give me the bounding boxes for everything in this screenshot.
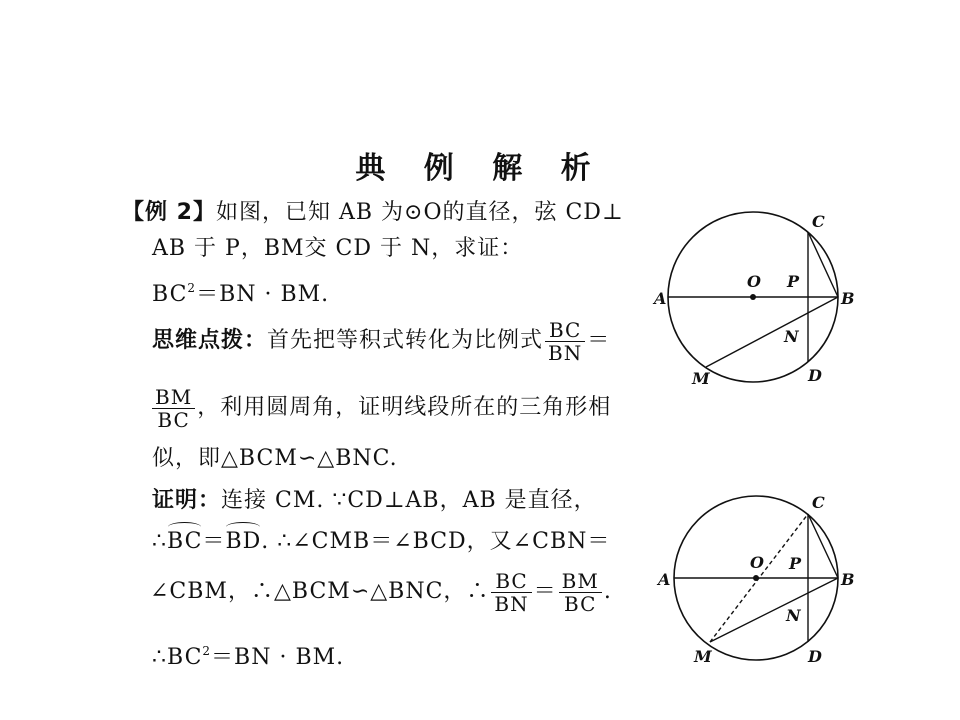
proof-label: 证明：	[152, 488, 222, 513]
hint-eq: ＝	[587, 328, 611, 353]
hint-line-1	[152, 315, 610, 367]
proof-text-2: . ∴∠CMB＝∠BCD，又∠CBN＝	[261, 529, 611, 554]
figure-1-center-dot	[750, 294, 756, 300]
figure-1-label-c: C	[812, 212, 825, 231]
hint-fraction-2	[152, 386, 195, 431]
example-eq: ＝BN · BM.	[196, 282, 330, 307]
figure-1-segment-bm	[706, 297, 838, 367]
proof-therefore: ∴	[152, 529, 167, 554]
proof-conclusion-bc: ∴BC	[152, 645, 203, 670]
example-exponent: 2	[187, 281, 197, 295]
example-line-3	[152, 273, 329, 310]
proof-eq-arcs: ＝	[202, 529, 226, 554]
figure-2-label-p: P	[789, 554, 802, 573]
figure-1-label-a: A	[654, 289, 667, 308]
figure-2-label-m: M	[694, 647, 712, 666]
proof-line-3	[150, 566, 612, 618]
figure-1-label-p: P	[787, 272, 800, 291]
figure-1-label-n: N	[784, 327, 799, 346]
hint-frac1-num: BC	[545, 319, 585, 342]
proof-frac1-num: BC	[491, 570, 531, 593]
proof-frac2-num: BM	[559, 570, 602, 593]
figure-1-label-m: M	[692, 369, 710, 388]
figure-1-label-o: O	[747, 272, 761, 291]
hint-line-2	[150, 382, 611, 434]
figure-2-label-o: O	[750, 553, 764, 572]
hint-frac1-den: BN	[548, 340, 583, 365]
proof-text-1: 连接 CM. ∵CD⊥AB，AB 是直径，	[221, 488, 597, 513]
example-tag: 【例 2】	[122, 200, 216, 225]
example-line-1	[122, 198, 624, 228]
figure-2-label-c: C	[812, 493, 825, 512]
figure-2-segment-bm	[710, 578, 838, 642]
figure-1-label-d: D	[808, 366, 822, 385]
figure-1-diagram	[650, 205, 870, 395]
arc-bd: BD	[225, 527, 261, 557]
hint-frac2-num: BM	[152, 386, 195, 409]
example-text-1: 如图，已知 AB 为⊙O的直径，弦 CD⊥	[215, 200, 624, 225]
hint-fraction-1	[545, 319, 585, 364]
proof-period: .	[603, 579, 612, 604]
arc-bc: BC	[167, 527, 202, 557]
proof-conclusion-eq: ＝BN · BM.	[211, 645, 345, 670]
figure-2-label-n: N	[786, 606, 801, 625]
proof-fraction-2	[559, 570, 602, 615]
proof-exponent: 2	[202, 644, 212, 658]
example-line-2: AB 于 P，BM交 CD 于 N，求证：	[152, 236, 524, 261]
figure-2-label-d: D	[808, 647, 822, 666]
hint-frac2-den: BC	[157, 407, 190, 432]
figure-2-diagram	[650, 488, 870, 678]
proof-frac1-den: BN	[494, 591, 529, 616]
hint-label: 思维点拨：	[152, 328, 268, 353]
proof-text-3: ∠CBM，∴△BCM∽△BNC，∴	[150, 579, 490, 604]
example-bc: BC	[152, 282, 188, 307]
proof-eq: ＝	[533, 579, 557, 604]
proof-line-4	[152, 636, 344, 673]
figure-2-label-b: B	[841, 570, 855, 589]
figure-2-segment-cb	[808, 514, 838, 578]
page-title: 典 例 解 析	[355, 151, 605, 186]
figure-2-label-a: A	[658, 570, 671, 589]
proof-fraction-1	[491, 570, 531, 615]
proof-line-1	[152, 486, 597, 516]
proof-line-2	[152, 527, 610, 557]
proof-frac2-den: BC	[564, 591, 597, 616]
hint-line-3: 似，即△BCM∽△BNC.	[152, 446, 398, 471]
figure-1-label-b: B	[841, 289, 855, 308]
hint-text-b: ，利用圆周角，证明线段所在的三角形相	[197, 395, 612, 420]
figure-2-center-dot	[753, 575, 759, 581]
hint-text-a: 首先把等积式转化为比例式	[267, 328, 544, 353]
figure-1-segment-cb	[808, 232, 838, 297]
